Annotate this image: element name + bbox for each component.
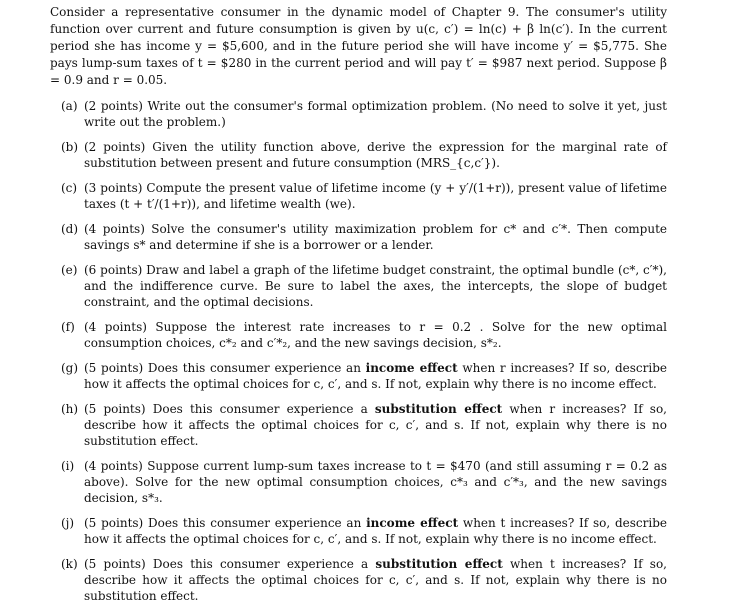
part-text-bold: substitution effect (374, 402, 503, 416)
part-label: (e) (61, 263, 78, 277)
part-text-bold: income effect (366, 516, 459, 530)
part-label: (b) (61, 140, 79, 154)
part-label: (a) (61, 99, 78, 113)
part-label: (k) (61, 557, 78, 571)
part-text-post: when r increases? If so, describe how it affects the optimal choices for c, c′, and s. If not, explain why there is no substitution effect. (84, 402, 667, 448)
part-text: (6 points) Draw and label a graph of the lifetime budget constraint, the optimal bundle (c*, c′*), and the indifference curve. Be sure to label the axes, the intercepts, the slope of budget constraint, and the optimal decisions. (84, 263, 667, 309)
part-j (61, 515, 667, 547)
part-label: (d) (61, 222, 79, 236)
problem-parts-list (50, 98, 667, 604)
part-text: (3 points) Compute the present value of lifetime income (y + y′/(1+r)), present value of lifetime taxes (t + t′/(1+r)), and lifetime wealth (we). (84, 181, 667, 211)
part-label: (j) (61, 516, 75, 530)
part-g (61, 360, 667, 392)
part-text-pre: (5 points) Does this consumer experience a (84, 402, 375, 416)
part-text: (4 points) Suppose current lump-sum taxes increase to t = $470 (and still assuming r = 0.2 as above). Solve for the new optimal consumption choices, c*₃ and c′*₃, and the new savings decision, s*₃. (84, 459, 667, 505)
part-h (61, 401, 667, 449)
part-text-pre: (5 points) Does this consumer experience an (84, 361, 366, 375)
part-i (61, 458, 667, 506)
part-a (61, 98, 667, 130)
part-text: (4 points) Suppose the interest rate increases to r = 0.2 . Solve for the new optimal consumption choices, c*₂ and c′*₂, and the new savings decision, s*₂. (84, 320, 667, 350)
part-k (61, 556, 667, 604)
part-e (61, 262, 667, 310)
part-text-post: when r increases? If so, describe how it affects the optimal choices for c, c′, and s. If not, explain why there is no income effect. (84, 361, 668, 391)
part-text: (2 points) Write out the consumer's formal optimization problem. (No need to solve it yet, just write out the problem.) (84, 99, 667, 129)
part-b (61, 139, 667, 171)
part-label: (f) (61, 320, 75, 334)
part-text-bold: income effect (365, 361, 458, 375)
part-label: (i) (61, 459, 75, 473)
part-text-post: when t increases? If so, describe how it affects the optimal choices for c, c′, and s. If not, explain why there is no substitution effect. (84, 557, 667, 603)
part-f (61, 319, 667, 351)
part-text: (2 points) Given the utility function above, derive the expression for the marginal rate of substitution between present and future consumption (MRS_{c,c′}). (84, 140, 667, 170)
part-text-bold: substitution effect (375, 557, 503, 571)
problem-intro: Consider a representative consumer in the dynamic model of Chapter 9. The consumer's utility function over current and future consumption is given by u(c, c′) = ln(c) + β ln(c′). In the current period she has income y = $5,600, and in the future period she will have income y′ = $5,775. She pays lump-sum taxes of t = $280 in the current period and will pay t′ = $987 next period. Suppose β = 0.9 and r = 0.05. (50, 5, 667, 87)
part-text-pre: (5 points) Does this consumer experience an (84, 516, 367, 530)
part-text: (4 points) Solve the consumer's utility maximization problem for c* and c′*. Then compute savings s* and determine if she is a borrower or a lender. (84, 222, 667, 252)
part-c (61, 180, 667, 212)
part-text-post: when t increases? If so, describe how it affects the optimal choices for c, c′, and s. If not, explain why there is no income effect. (84, 516, 667, 546)
part-label: (g) (61, 361, 79, 375)
part-text-pre: (5 points) Does this consumer experience a (84, 557, 376, 571)
part-label: (h) (61, 402, 79, 416)
part-d (61, 221, 667, 253)
part-label: (c) (61, 181, 78, 195)
